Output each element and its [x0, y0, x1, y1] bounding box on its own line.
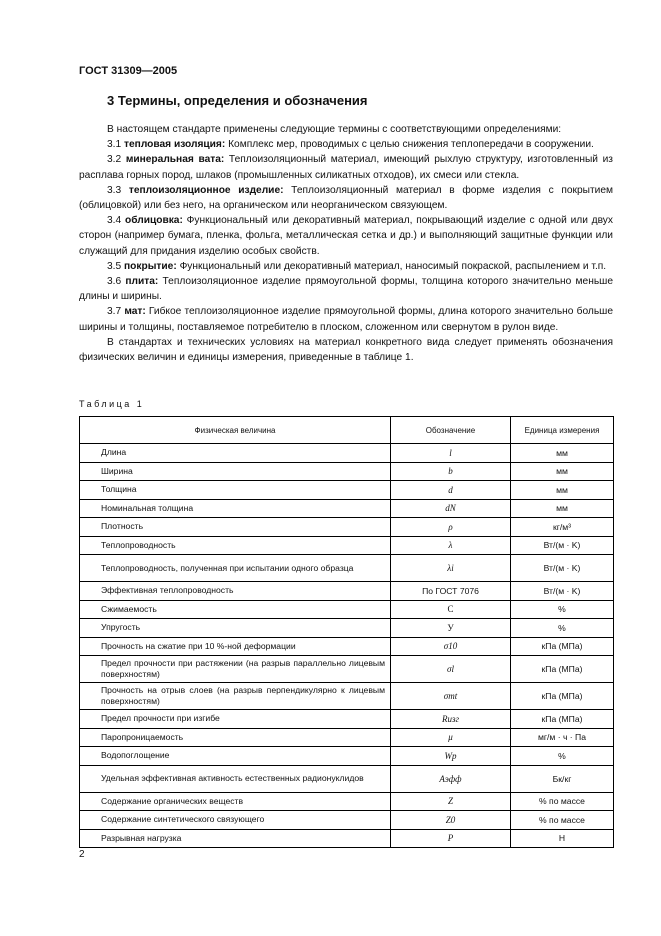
intro-paragraph: В настоящем стандарте применены следующие термины с соответствующими определениями:: [107, 124, 562, 135]
term-definition: [79, 183, 613, 213]
symbol-cell: Rизг: [391, 710, 511, 729]
term-definition: [79, 304, 613, 334]
unit-cell: кПа (МПа): [511, 656, 614, 683]
table-row: [80, 536, 614, 555]
term-name: плита:: [125, 276, 159, 288]
table-row: [80, 728, 614, 747]
page-number: 2: [79, 849, 85, 860]
term-number: 3.5: [107, 260, 122, 272]
term-text: Комплекс мер, проводимых с целью снижения теплопередачи в сооружении.: [225, 139, 594, 151]
term-number: 3.6: [107, 276, 122, 288]
quantity-cell: Сжимаемость: [80, 600, 391, 619]
quantity-cell: Ширина: [80, 462, 391, 481]
quantity-cell: Упругость: [80, 619, 391, 638]
term-number: 3.7: [107, 306, 122, 318]
table-row: [80, 462, 614, 481]
term-number: 3.2: [107, 154, 122, 166]
table-row: [80, 499, 614, 518]
quantity-cell: Эффективная теплопроводность: [80, 582, 391, 601]
quantity-cell: Длина: [80, 444, 391, 463]
quantity-cell: Теплопроводность, полученная при испытании одного образца: [80, 555, 391, 582]
document-header: ГОСТ 31309—2005: [79, 65, 178, 77]
unit-cell: мм: [511, 444, 614, 463]
header-symbol: Обозначение: [391, 417, 511, 444]
quantity-cell: Прочность на сжатие при 10 %-ной деформации: [80, 637, 391, 656]
unit-cell: мг/м · ч · Па: [511, 728, 614, 747]
term-definition: [79, 152, 613, 182]
table-row: [80, 444, 614, 463]
table-row: [80, 792, 614, 811]
term-text: Функциональный или декоративный материал, наносимый покраской, распылением и т.п.: [176, 260, 607, 272]
symbol-cell: l: [391, 444, 511, 463]
term-name: покрытие:: [124, 260, 177, 272]
symbol-cell: σl: [391, 656, 511, 683]
table-row: [80, 555, 614, 582]
section-title: 3 Термины, определения и обозначения: [107, 93, 368, 108]
terms-list: [79, 137, 613, 335]
term-number: 3.3: [107, 184, 122, 196]
term-text: Теплоизоляционный материал, имеющий рыхлую структуру, изготовленный из расплава горных пород, шлаков (промышленных силикатных отходов), их смеси или стекла.: [79, 154, 613, 181]
term-number: 3.1: [107, 139, 122, 151]
symbol-cell: По ГОСТ 7076: [391, 582, 511, 601]
symbol-cell: dN: [391, 499, 511, 518]
term-name: мат:: [124, 306, 146, 318]
term-name: теплоизоляционное изделие:: [128, 184, 284, 196]
quantity-cell: Паропроницаемость: [80, 728, 391, 747]
term-name: тепловая изоляция:: [124, 139, 226, 151]
closing-paragraph: В стандартах и технических условиях на материал конкретного вида следует применять обозначения физических величин и единицы измерения, приведенные в таблице 1.: [79, 336, 613, 364]
table-row: [80, 747, 614, 766]
unit-cell: кг/м³: [511, 518, 614, 537]
symbol-cell: λi: [391, 555, 511, 582]
term-definition: [79, 137, 613, 152]
unit-cell: кПа (МПа): [511, 710, 614, 729]
unit-cell: кПа (МПа): [511, 637, 614, 656]
symbol-cell: σmt: [391, 683, 511, 710]
term-definition: [79, 274, 613, 304]
unit-cell: мм: [511, 481, 614, 500]
unit-cell: Вт/(м · K): [511, 536, 614, 555]
quantity-cell: Предел прочности при изгибе: [80, 710, 391, 729]
quantity-cell: Разрывная нагрузка: [80, 829, 391, 848]
unit-cell: Вт/(м · K): [511, 582, 614, 601]
unit-cell: %: [511, 600, 614, 619]
table-row: [80, 683, 614, 710]
table-row: [80, 811, 614, 830]
symbol-cell: Wp: [391, 747, 511, 766]
quantities-table: [79, 416, 614, 848]
header-unit: Единица измерения: [511, 417, 614, 444]
quantity-cell: Предел прочности при растяжении (на разрыв параллельно лицевым поверхностям): [80, 656, 391, 683]
term-definition: [79, 213, 613, 259]
table-row: [80, 710, 614, 729]
unit-cell: Н: [511, 829, 614, 848]
quantity-cell: Теплопроводность: [80, 536, 391, 555]
term-name: минеральная вата:: [125, 154, 225, 166]
symbol-cell: С: [391, 600, 511, 619]
symbol-cell: У: [391, 619, 511, 638]
symbol-cell: b: [391, 462, 511, 481]
table-row: [80, 619, 614, 638]
quantity-cell: Толщина: [80, 481, 391, 500]
table-row: [80, 582, 614, 601]
table-row: [80, 518, 614, 537]
table-header-row: [80, 417, 614, 444]
quantity-cell: Содержание синтетического связующего: [80, 811, 391, 830]
unit-cell: кПа (МПа): [511, 683, 614, 710]
unit-cell: мм: [511, 462, 614, 481]
symbol-cell: μ: [391, 728, 511, 747]
term-number: 3.4: [107, 215, 122, 227]
term-definition: [79, 259, 613, 274]
table-row: [80, 656, 614, 683]
term-text: Теплоизоляционный материал в форме изделия с покрытием (облицовкой) или без него, на органическом или неорганическом связующем.: [79, 184, 613, 212]
unit-cell: % по массе: [511, 811, 614, 830]
quantity-cell: Водопоглощение: [80, 747, 391, 766]
term-text: Функциональный или декоративный материал, покрывающий изделие с одной или двух сторон (например бумага, пленка, фольга, металлическая сетка и др.) и выполняющий защитные функции или служащий для придания изделию особых свойств.: [79, 215, 613, 257]
table-body: [80, 444, 614, 848]
term-text: Теплоизоляционное изделие прямоугольной формы, толщина которого значительно меньше длины и ширины.: [79, 276, 613, 303]
table-row: [80, 600, 614, 619]
unit-cell: мм: [511, 499, 614, 518]
table-caption: Таблица 1: [79, 399, 145, 409]
symbol-cell: d: [391, 481, 511, 500]
unit-cell: %: [511, 747, 614, 766]
symbol-cell: ρ: [391, 518, 511, 537]
symbol-cell: Aэфф: [391, 765, 511, 792]
unit-cell: Вт/(м · K): [511, 555, 614, 582]
symbol-cell: Z0: [391, 811, 511, 830]
header-quantity: Физическая величина: [80, 417, 391, 444]
symbol-cell: Z: [391, 792, 511, 811]
symbol-cell: λ: [391, 536, 511, 555]
quantity-cell: Плотность: [80, 518, 391, 537]
body-text: [79, 122, 613, 365]
term-text: Гибкое теплоизоляционное изделие прямоугольной формы, длина которого значительно больше ширины и толщины, поставляемое потребителю в плоском, сложенном или свернутом в рулон виде.: [79, 306, 613, 333]
table-row: [80, 481, 614, 500]
unit-cell: %: [511, 619, 614, 638]
unit-cell: % по массе: [511, 792, 614, 811]
quantity-cell: Номинальная толщина: [80, 499, 391, 518]
quantity-cell: Удельная эффективная активность естественных радионуклидов: [80, 765, 391, 792]
table-row: [80, 829, 614, 848]
table-row: [80, 637, 614, 656]
table-row: [80, 765, 614, 792]
quantity-cell: Содержание органических веществ: [80, 792, 391, 811]
symbol-cell: σ10: [391, 637, 511, 656]
quantity-cell: Прочность на отрыв слоев (на разрыв перпендикулярно к лицевым поверхностям): [80, 683, 391, 710]
unit-cell: Бк/кг: [511, 765, 614, 792]
term-name: облицовка:: [124, 215, 183, 227]
symbol-cell: P: [391, 829, 511, 848]
